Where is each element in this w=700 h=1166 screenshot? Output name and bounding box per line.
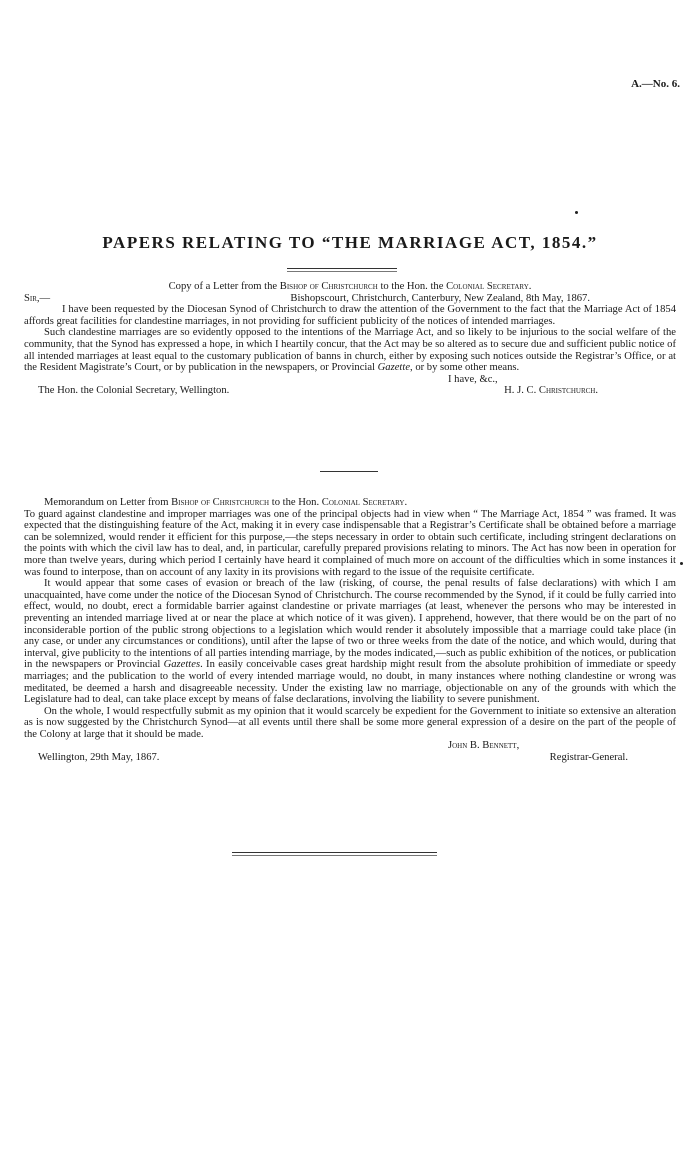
letter-section <box>24 281 676 397</box>
divider <box>287 271 397 272</box>
memo-paragraph: To guard against clandestine and improper marriages was one of the principal objects had in view when “ The Marriage Act, 1854 ” was framed. It was expected that the distinguishing feature of the Act, making it in every case indispensable that a Registrar’s Certificate shall be obtained before a marriage can be solemnized, would render it efficient for this purpose,—the steps necessary in order to obtain such certificate, including stringent declarations on the points with which the civil law has to deal, and, in particular, carefully prepared provisions relating to minors. The Act has now been in operation for more than twelve years, during which period I certainly have heard it complained of much more on account of the difficulties which in some instances it was found to interpose, than on account of any laxity in its provisions with regard to the issue of the requisite certificate. <box>24 508 676 578</box>
divider <box>320 471 378 472</box>
memo-signer-title: Registrar-General. <box>549 752 628 764</box>
memo-signature-row <box>24 752 676 764</box>
letter-heading: Copy of a Letter from the Bishop of Christchurch to the Hon. the Colonial Secretary. <box>168 281 532 292</box>
letter-salutation-row <box>24 293 676 305</box>
memo-heading: Memorandum on Letter from Bishop of Christchurch to the Hon. Colonial Secretary. <box>44 497 408 508</box>
letter-signature: H. J. C. Christchurch. <box>504 385 598 397</box>
letter-paragraph: Such clandestine marriages are so evidently opposed to the intentions of the Marriage Act, and so likely to be injurious to the social welfare of the community, that the Synod has expressed a hope, in which I heartily concur, that the Act may be so altered as to secure due and sufficient public notice of all intended marriages at least equal to the customary publication of banns in church, either by exposing such notices outside the Registrar’s Office, or at the Resident Magistrate’s Court, or by publication in the newspapers, or Provincial Gazette, or by some other means. <box>24 327 676 374</box>
letter-closing: I have, &c., <box>448 373 498 385</box>
memo-paragraph: On the whole, I would respectfully submit as my opinion that it would scarcely be expedient for the Government to initiate so extensive an alteration as is now suggested by the Christchurch Synod—at all events until there shall be some more general expression of a desire on the part of the people of the Colony at large that it should be made. <box>24 705 676 740</box>
divider <box>232 855 437 856</box>
memo-signer: John B. Bennett, <box>448 740 520 752</box>
salutation: Sir,— <box>24 292 51 304</box>
letter-address: Bishopscourt, Christchurch, Canterbury, New Zealand, 8th May, 1867. <box>290 292 590 304</box>
document-title: PAPERS RELATING TO “THE MARRIAGE ACT, 1854.” <box>102 233 598 252</box>
page-number: A.—No. 6. <box>631 78 680 90</box>
ink-speck <box>680 562 683 565</box>
ink-speck <box>575 211 578 214</box>
letter-recipient: The Hon. the Colonial Secretary, Wellington. <box>38 385 230 397</box>
divider <box>232 852 437 853</box>
divider <box>287 268 397 269</box>
letter-signature-row <box>24 385 676 397</box>
memo-place-date: Wellington, 29th May, 1867. <box>38 752 160 764</box>
memo-paragraph: It would appear that some cases of evasion or breach of the law (risking, of course, the penal results of false declarations) with which I am unacquainted, have come under the notice of the Diocesan Synod of Christchurch. The course recommended by the Synod, if it could be fully carried into effect, would, no doubt, erect a formidable barrier against clandestine or private marriages (at least, whenever the persons who may be interested in preventing an intended marriage lived at or near the place at which notice of it was given). I apprehend, however, that there would be on the part of no inconsiderable portion of the public strong objections to a legislation which would render it absolutely impossible that a marriage could take place (in any case, or under any circumstances or conditions), until after the lapse of two or three weeks from the date of the notice, and which would, during that interval, give publicity to the intentions of all parties intending marriage, by the modes indicated,—such as public exhibition of the notices, or publication in the newspapers or Provincial Gazettes. In easily conceivable cases great hardship might result from the absolute prohibition of immediate or speedy marriages; and the publication to the world of every intended marriage would, no doubt, in many instances where nothing clandestine or wrong was meditated, be deemed a harsh and disagreeable necessity. Under the existing law no marriage, objectionable on any of the grounds with which the Legislature had to deal, can take place except by means of false declarations, involving the liability to severe punishment. <box>24 578 677 706</box>
memo-section <box>24 497 676 764</box>
letter-paragraph: I have been requested by the Diocesan Synod of Christchurch to draw the attention of the Government to the fact that the Marriage Act of 1854 affords great facilities for clandestine marriages, in not providing for sufficient publicity of the notices of intended marriages. <box>24 304 676 327</box>
